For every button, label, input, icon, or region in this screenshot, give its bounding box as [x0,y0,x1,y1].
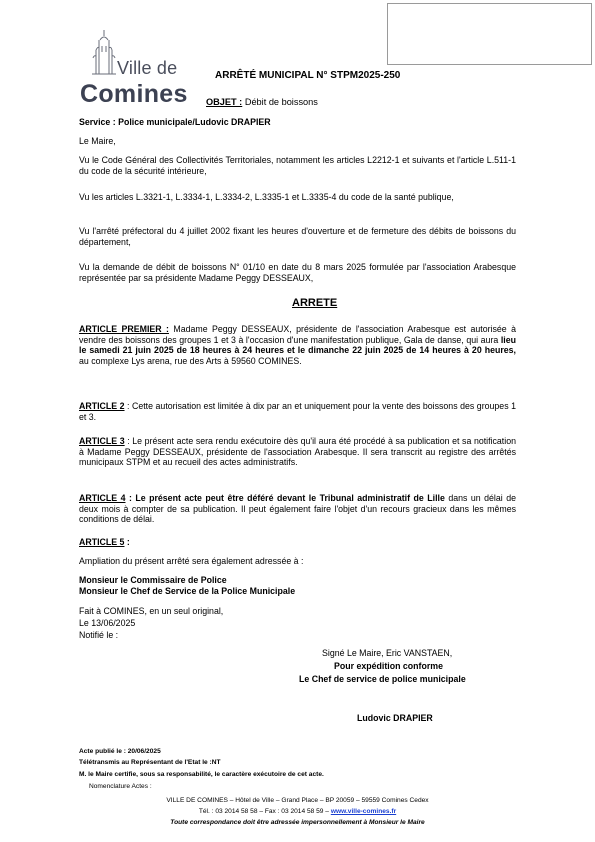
article-2-label: ARTICLE 2 [79,401,125,411]
document-title: ARRÊTÉ MUNICIPAL N° STPM2025-250 [215,70,401,81]
article-3-label: ARTICLE 3 [79,436,125,446]
salutation: Le Maire, [79,136,116,146]
footer-correspondence-notice: Toute correspondance doit être adressée impersonnellement à Monsieur le Maire [170,819,425,826]
article-2 [79,401,516,422]
footer-address: VILLE DE COMINES – Hôtel de Ville – Grand Place – BP 20059 – 59559 Comines Cedex [166,797,429,804]
article-5 [79,537,130,547]
signature-mayor: Signé Le Maire, Eric VANSTAEN, [322,648,453,658]
article-5-label: ARTICLE 5 [79,537,125,547]
belfry-icon [76,28,116,76]
article-1-text-b: au complexe Lys arena, rue des Arts à 59560 COMINES. [79,355,302,366]
footer-contact [0,808,595,815]
article-1 [79,324,516,366]
article-1-label: ARTICLE PREMIER : [79,324,169,334]
footer-certification: M. le Maire certifie, sous sa responsabilité, le caractère exécutoire de cet acte. [79,771,324,778]
footer-published: Acte publié le : 20/06/2025 [79,748,161,755]
fait-a: Fait à COMINES, en un seul original, [79,606,224,616]
article-1-dates: lieu le samedi 21 juin 2025 de 18 heures à 24 heures et le dimanche 22 juin 2025 de 14 heures à 20 heures, [79,334,516,356]
considerant-2: Vu les articles L.3321-1, L.3334-1, L.3334-2, L.3335-1 et L.3335-4 du code de la santé publique, [79,192,454,202]
article-5-text: : [124,537,130,547]
logo-text-ville-de: Ville de [117,58,178,78]
footer-teletransmis: Télétransmis au Représentant de l'Etat le :NT [79,759,221,766]
article-4-label: ARTICLE 4 [79,493,126,503]
article-1-text-a: Madame Peggy DESSEAUX, présidente de l'association Arabesque est autorisée à vendre des boissons des groupes 1 et 3 à l'occasion d'une manifestation publique, Gala de danse, qui aura [79,324,516,345]
service-line: Service : Police municipale/Ludovic DRAPIER [79,117,271,127]
footer-nomenclature: Nomenclature Actes : [89,783,152,790]
reception-stamp-box [387,3,592,65]
considerant-3: Vu l'arrêté préfectoral du 4 juillet 2002 fixant les heures d'ouverture et de fermeture des débits de boissons du département, [79,226,516,247]
objet-value: Débit de boissons [244,97,318,107]
objet-line [206,97,318,107]
notifie-le: Notifié le : [79,630,119,640]
article-3-text: : Le présent acte sera rendu exécutoire dès qu'il aura été procédé à sa publication et sa notification à Madame Peggy DESSEAUX, présidente de l'association Arabesque. Il sera transcrit au registre des arrêtés municipaux STPM et au recueil des actes administratifs. [79,436,516,468]
considerant-1: Vu le Code Général des Collectivités Territoriales, notamment les articles L2212-1 et suivants et l'article L.511-1 du code de la sécurité intérieure, [79,155,516,176]
website-link[interactable]: www.ville-comines.fr [330,808,397,815]
recipient-chef-service: Monsieur le Chef de Service de la Police Municipale [79,586,296,596]
considerant-4: Vu la demande de débit de boissons N° 01/10 en date du 8 mars 2025 formulée par l'association Arabesque représentée par sa présidente Madame Peggy DESSEAUX, [79,262,516,283]
recipient-commissaire: Monsieur le Commissaire de Police [79,575,227,585]
logo-text-comines: Comines [80,80,188,108]
article-4-text: dans un délai de deux mois à compter de sa publication. Il peut également faire l'objet d'un recours gracieux dans les mêmes conditions de délai. [79,493,516,525]
article-4 [79,493,516,525]
fait-date: Le 13/06/2025 [79,618,136,628]
signatory-name: Ludovic DRAPIER [357,713,433,723]
signature-expedition: Pour expédition conforme [334,661,443,671]
footer-phone-fax: Tél. : 03 2014 58 58 – Fax : 03 2014 58 59 – [198,808,331,815]
comines-logo [76,28,196,110]
signature-chef-service: Le Chef de service de police municipale [299,674,466,684]
arrete-heading: ARRETE [292,297,338,309]
article-3 [79,436,516,468]
objet-label: OBJET : [206,97,243,107]
article-4-tribunal: : Le présent acte peut être déféré devant le Tribunal administratif de Lille [125,493,445,503]
article-2-text: : Cette autorisation est limitée à dix par an et uniquement pour la vente des boissons des groupes 1 et 3. [79,401,516,422]
ampliation-intro: Ampliation du présent arrêté sera également adressée à : [79,556,304,566]
